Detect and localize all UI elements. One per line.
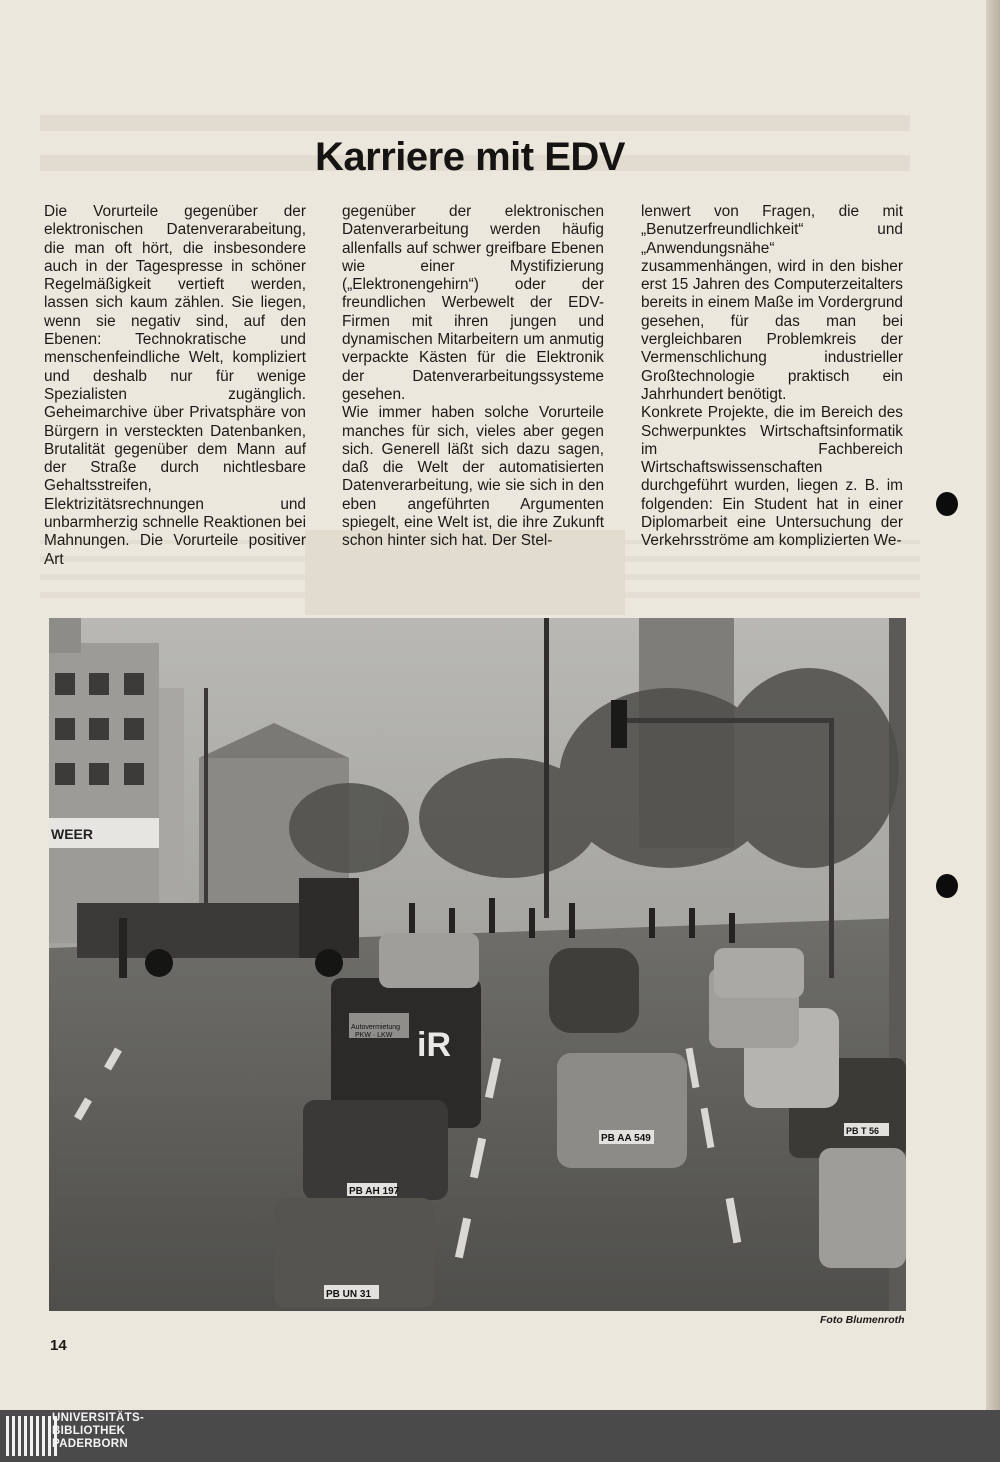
punch-hole-top xyxy=(936,492,958,516)
library-line-1: UNIVERSITÄTS- xyxy=(52,1412,145,1424)
column-3-paragraph-2: Konkrete Projekte, die im Bereich des Schwerpunktes Wirtschaftsinformatik im Fachbereich Wirtschaftswissenschaften durchgeführt wurden, liegen z. B. im folgenden: Ein Student hat in einer Diplomarbeit eine Untersuchung der Verkehrsströme am komplizierten We- xyxy=(641,404,903,550)
street-photo xyxy=(49,618,906,1311)
plate-1: PB AH 197 xyxy=(349,1186,400,1197)
van-text-1: Autovermietung xyxy=(351,1024,401,1031)
van-text-2: PKW · LKW xyxy=(355,1032,393,1039)
library-logo-icon xyxy=(6,1416,57,1456)
plate-4: PB T 56 xyxy=(846,1126,880,1136)
store-sign: WEER xyxy=(51,826,93,842)
photo-credit: Foto Blumenroth xyxy=(820,1314,905,1326)
street-scene-illustration xyxy=(49,618,906,1311)
page-number: 14 xyxy=(50,1337,67,1354)
library-line-2: BIBLIOTHEK xyxy=(52,1425,126,1437)
plate-3: PB UN 31 xyxy=(326,1289,372,1300)
plate-2: PB AA 549 xyxy=(601,1133,651,1144)
punch-hole-bottom xyxy=(936,874,958,898)
text-column-1 xyxy=(44,203,306,569)
column-3-paragraph-1: lenwert von Fragen, die mit „Benutzerfreundlichkeit“ und „Anwendungsnähe“ zusammenhängen, wird in den bisher erst 15 Jahren des Computerzeitalters bereits in einem Maße im Vordergrund gesehen, für das man bei vergleichbaren Problemkreis der Vermenschlichung industrieller Großtechnologie praktisch ein Jahrhundert benötigt. xyxy=(641,203,903,403)
text-column-2 xyxy=(342,203,604,551)
library-name xyxy=(52,1412,144,1451)
van-logo: iR xyxy=(417,1026,451,1064)
article-title: Karriere mit EDV xyxy=(315,134,625,179)
column-2-paragraph-1: gegenüber der elektronischen Datenverarbeitung werden häufig allenfalls auf schwer greifbare Ebenen wie einer Mystifizierung („Elektronengehirn“) oder der freundlichen Werbewelt der EDV-Firmen mit ihren jungen und dynamischen Mitarbeitern um anmutig verpackte Kästen für die Elektronik der Datenverarbeitungssysteme gesehen. xyxy=(342,203,604,403)
library-line-3: PADERBORN xyxy=(52,1438,128,1450)
column-2-paragraph-2: Wie immer haben solche Vorurteile manches für sich, vieles aber gegen sich. Generell läßt sich dazu sagen, daß die Welt der automatisierten Datenverarbeitung, wie sie sich in den eben angeführten Argumenten spiegelt, eine Welt ist, die ihre Zukunft schon hinter sich hat. Der Stel- xyxy=(342,404,604,550)
library-footer xyxy=(0,1410,1000,1462)
page-edge-shadow xyxy=(986,0,1000,1410)
text-column-3 xyxy=(641,203,903,551)
column-1-paragraph: Die Vorurteile gegenüber der elektronischen Datenverarabeitung, die man oft hört, die insbesondere auch in der Tagespresse in schöner Regelmäßigkeit vertieft werden, lassen sich kaum zählen. Sie liegen, wenn sie negativ sind, auf den Ebenen: Technokratische und menschenfeindliche Welt, kompliziert und deshalb nur für wenige Spezialisten zugänglich. Geheimarchive über Privatsphäre von Bürgern in versteckten Datenbanken, Brutalität gegenüber dem Mann auf der Straße durch nichtlesbare Gehaltsstreifen, Elektrizitätsrechnungen und unbarmherzig schnelle Reaktionen bei Mahnungen. Die Vorurteile positiver Art xyxy=(44,203,306,568)
